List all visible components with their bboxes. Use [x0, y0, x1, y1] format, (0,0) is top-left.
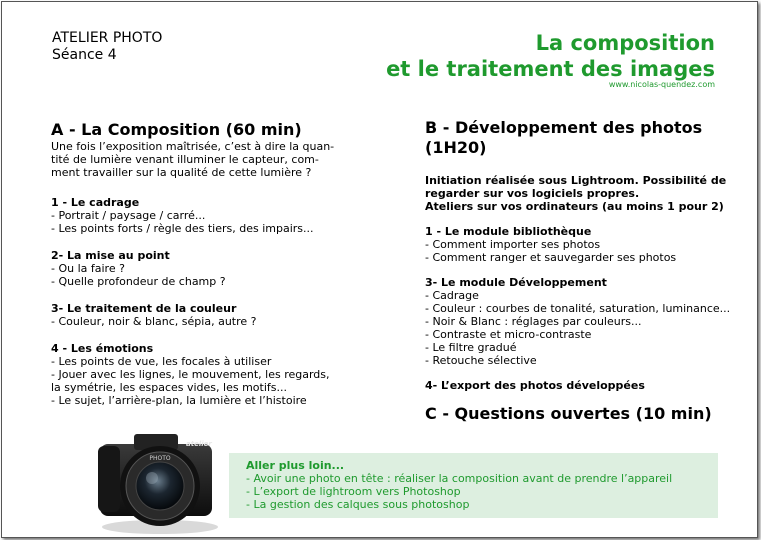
- list-item: - Avoir une photo en tête : réaliser la composition avant de prendre l’appareil: [246, 472, 673, 485]
- seance-label: Séance 4: [52, 47, 117, 63]
- list-item: la symétrie, les espaces vides, les motifs...: [51, 381, 287, 394]
- subsection-title: 4 - Les émotions: [51, 342, 154, 355]
- camera-grip: [98, 446, 120, 512]
- list-item: - Cadrage: [425, 289, 479, 302]
- section-a-heading: A - La Composition (60 min): [51, 120, 302, 139]
- list-item: - Les points de vue, les focales à utiliser: [51, 355, 272, 368]
- subsection-title: 3- Le traitement de la couleur: [51, 302, 237, 315]
- list-item: - Le sujet, l’arrière-plan, la lumière et l’histoire: [51, 394, 307, 407]
- intro-line: Initiation réalisée sous Lightroom. Possibilité de: [425, 174, 727, 187]
- list-item: - Les points forts / règle des tiers, des impairs...: [51, 222, 314, 235]
- list-item: - Jouer avec les lignes, le mouvement, les regards,: [51, 368, 330, 381]
- subsection-title: 2- La mise au point: [51, 249, 170, 262]
- list-item: - Quelle profondeur de champ ?: [51, 275, 226, 288]
- section-b-intro: [425, 174, 745, 213]
- list-item: - L’export de lightroom vers Photoshop: [246, 485, 461, 498]
- title-line-2: et le traitement des images: [386, 57, 715, 81]
- aller-plus-loin-box: [229, 453, 718, 518]
- section-b-heading-line: B - Développement des photos: [425, 118, 703, 137]
- subsection-export: [425, 379, 745, 392]
- aller-plus-loin-content: [246, 459, 672, 511]
- section-a: [51, 120, 341, 407]
- list-item: - Noir & Blanc : réglages par couleurs...: [425, 315, 642, 328]
- section-b: [425, 118, 745, 424]
- list-item: - Retouche sélective: [425, 354, 537, 367]
- camera-brand: atelier: [186, 440, 212, 448]
- subsection-title: 4- L’export des photos développées: [425, 379, 645, 392]
- list-item: - Comment ranger et sauvegarder ses photos: [425, 251, 677, 264]
- list-item: - La gestion des calques sous photoshop: [246, 498, 470, 511]
- intro-line: tité de lumière venant illuminer le capteur, com-: [51, 153, 319, 166]
- subsection-title: 3- Le module Développement: [425, 276, 607, 289]
- list-item: - Contraste et micro-contraste: [425, 328, 592, 341]
- subsection-couleur: [51, 302, 341, 328]
- lens-glass: [136, 462, 184, 510]
- intro-line: Une fois l’exposition maîtrisée, c’est à dire la quan-: [51, 140, 335, 153]
- subsection-cadrage: [51, 196, 341, 235]
- list-item: - Comment importer ses photos: [425, 238, 601, 251]
- intro-line: ment travailler sur la qualité de cette lumière ?: [51, 166, 312, 179]
- subsection-mise-au-point: [51, 249, 341, 288]
- section-a-intro: [51, 140, 341, 179]
- list-item: - Le filtre gradué: [425, 341, 517, 354]
- list-item: - Couleur, noir & blanc, sépia, autre ?: [51, 315, 257, 328]
- page-title: [386, 30, 715, 82]
- intro-line: regarder sur vos logiciels propres.: [425, 187, 640, 200]
- lens-text: PHOTO: [149, 455, 171, 462]
- subsection-emotions: [51, 342, 341, 407]
- subsection-bibliotheque: [425, 225, 745, 264]
- aller-plus-loin-title: Aller plus loin...: [246, 459, 345, 472]
- camera-illustration: [90, 430, 220, 535]
- list-item: - Couleur : courbes de tonalité, saturation, luminance...: [425, 302, 731, 315]
- title-line-1: La composition: [535, 31, 715, 55]
- subsection-title: 1 - Le module bibliothèque: [425, 225, 592, 238]
- atelier-label: ATELIER PHOTO: [52, 30, 163, 46]
- section-b-heading-line: (1H20): [425, 138, 487, 157]
- subsection-developpement: [425, 276, 745, 367]
- website-url[interactable]: www.nicolas-quendez.com: [608, 80, 715, 89]
- course-header: [52, 30, 162, 64]
- section-b-heading: [425, 118, 745, 158]
- lens-reflection: [146, 472, 158, 484]
- intro-line: Ateliers sur vos ordinateurs (au moins 1 pour 2): [425, 200, 724, 213]
- list-item: - Portrait / paysage / carré...: [51, 209, 206, 222]
- section-c-heading: C - Questions ouvertes (10 min): [425, 404, 712, 423]
- list-item: - Ou la faire ?: [51, 262, 125, 275]
- subsection-title: 1 - Le cadrage: [51, 196, 140, 209]
